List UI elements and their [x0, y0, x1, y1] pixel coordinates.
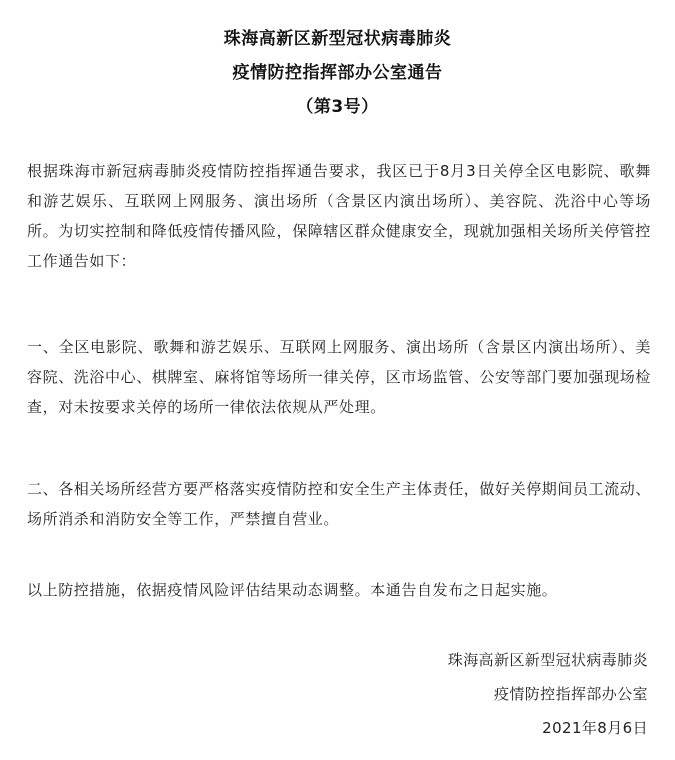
signature-org-line-2: 疫情防控指挥部办公室	[493, 685, 648, 703]
title-line-2: 疫情防控指挥部办公室通告	[232, 63, 443, 83]
paragraph-item-1: 一、全区电影院、歌舞和游艺娱乐、互联网上网服务、演出场所（含景区内演出场所）、美容院、洗浴中心、棋牌室、麻将馆等场所一律关停，区市场监管、公安等部门要加强现场检查，对未按要求关停的场所一律依法依规从严处理。	[27, 338, 652, 416]
paragraph-intro: 根据珠海市新冠病毒肺炎疫情防控指挥通告要求，我区已于8月3日关停全区电影院、歌舞和游艺娱乐、互联网上网服务、演出场所（含景区内演出场所）、美容院、洗浴中心等场所。为切实控制和降低疫情传播风险，保障辖区群众健康安全，现就加强相关场所关停管控工作通告如下：	[27, 162, 652, 270]
paragraph-closing: 以上防控措施，依据疫情风险评估结果动态调整。本通告自发布之日起实施。	[27, 581, 558, 599]
signature-block	[448, 643, 648, 745]
signature-date: 2021年8月6日	[542, 719, 648, 737]
notice-title	[0, 22, 675, 124]
signature-org-line-1: 珠海高新区新型冠状病毒肺炎	[447, 651, 648, 669]
title-number: （第3号）	[296, 97, 379, 117]
title-line-1: 珠海高新区新型冠状病毒肺炎	[223, 29, 452, 49]
paragraph-item-2: 二、各相关场所经营方要严格落实疫情防控和安全生产主体责任，做好关停期间员工流动、场所消杀和消防安全等工作，严禁擅自营业。	[27, 480, 652, 528]
